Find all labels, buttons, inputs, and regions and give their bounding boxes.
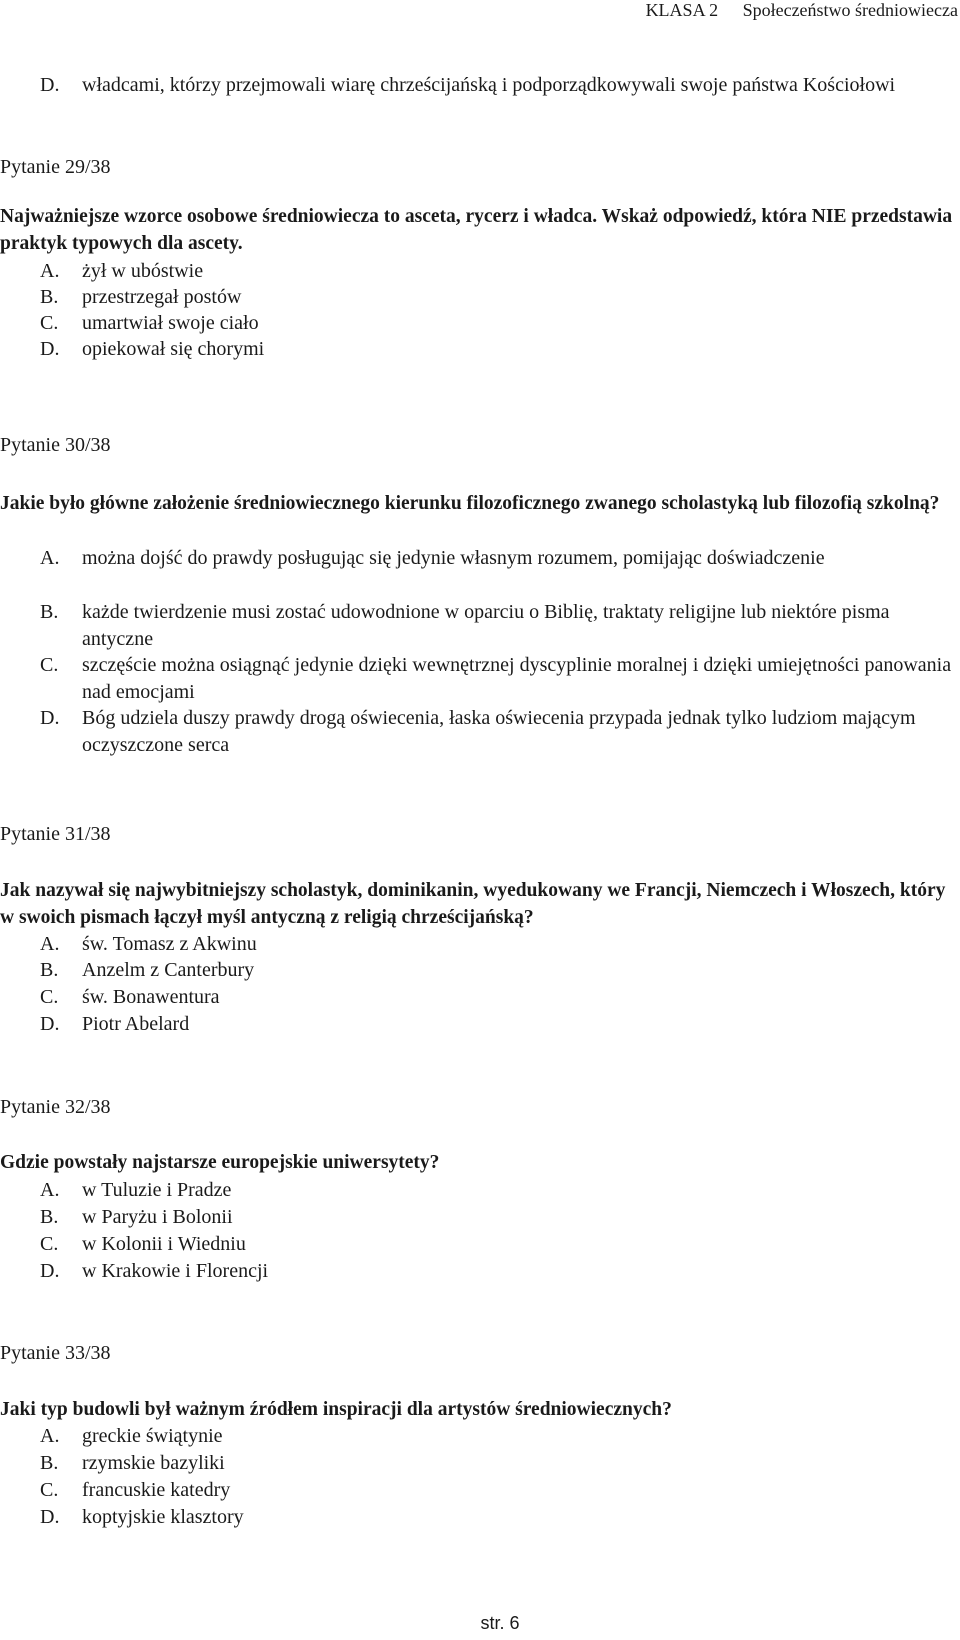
option-text: żył w ubóstwie (82, 260, 204, 282)
question-33-text: Jaki typ budowli był ważnym źródłem inspiracji dla artystów średniowiecznych? (0, 1399, 672, 1420)
option-text: można dojść do prawdy posługując się jedynie własnym rozumem, pomijając doświadczenie (82, 547, 825, 569)
option-text: greckie świątynie (82, 1425, 223, 1447)
question-30-text: Jakie było główne założenie średniowiecznego kierunku filozoficznego zwanego scholastyką lub filozofią szkolną? (0, 493, 940, 514)
question-31-option-b (40, 957, 254, 984)
question-29-text: Najważniejsze wzorce osobowe średniowiecza to asceta, rycerz i władca. Wskaż odpowiedź, która NIE przedstawia praktyk typowych dla ascety. (0, 206, 953, 254)
option-text: francuskie katedry (82, 1479, 231, 1501)
question-31-label: Pytanie 31/38 (0, 823, 111, 845)
question-33-option-b (40, 1450, 225, 1477)
page-number: str. 6 (480, 1613, 520, 1633)
option-letter: C. (40, 986, 59, 1008)
option-letter: B. (40, 1452, 59, 1474)
option-text: w Krakowie i Florencji (82, 1260, 269, 1282)
question-32-option-b (40, 1204, 233, 1231)
question-30-option-a (40, 545, 960, 572)
question-30-option-b (40, 599, 960, 653)
option-text: władcami, którzy przejmowali wiarę chrześcijańską i podporządkowywali swoje państwa Kościołowi (82, 74, 896, 96)
option-text: w Kolonii i Wiedniu (82, 1233, 246, 1255)
option-text: przestrzegał postów (82, 286, 242, 308)
option-letter: B. (40, 601, 59, 623)
question-29-option-c (40, 310, 259, 337)
option-text: umartwiał swoje ciało (82, 312, 259, 334)
option-letter: C. (40, 654, 59, 676)
option-text: rzymskie bazyliki (82, 1452, 225, 1474)
option-text: opiekował się chorymi (82, 338, 265, 360)
option-letter: D. (40, 1260, 60, 1282)
question-32-option-a (40, 1177, 231, 1204)
option-letter: A. (40, 547, 60, 569)
option-text: Piotr Abelard (82, 1013, 190, 1035)
question-31-text: Jak nazywał się najwybitniejszy scholastyk, dominikanin, wyedukowany we Francji, Niemczech i Włoszech, który w swoich pismach łączył myśl antyczną z religią chrześcijańską? (0, 880, 946, 928)
question-32-option-c (40, 1231, 246, 1258)
option-letter: C. (40, 1479, 59, 1501)
option-text: w Tuluzie i Pradze (82, 1179, 232, 1201)
question-32-label: Pytanie 32/38 (0, 1096, 111, 1118)
option-letter: D. (40, 74, 60, 96)
option-text: Anzelm z Canterbury (82, 959, 255, 981)
option-letter: C. (40, 1233, 59, 1255)
option-text: św. Bonawentura (82, 986, 220, 1008)
option-letter: A. (40, 933, 60, 955)
question-31-option-c (40, 984, 220, 1011)
option-text: Bóg udziela duszy prawdy drogą oświecenia, łaska oświecenia przypada jednak tylko ludziom mającym oczyszczone serca (82, 707, 916, 756)
option-letter: B. (40, 959, 59, 981)
option-text: koptyjskie klasztory (82, 1506, 244, 1528)
header-class: KLASA 2 (645, 0, 719, 20)
header-subject: Społeczeństwo średniowiecza (742, 0, 958, 20)
question-29-option-a (40, 258, 203, 285)
option-letter: B. (40, 286, 59, 308)
option-text: w Paryżu i Bolonii (82, 1206, 233, 1228)
question-29-option-b (40, 284, 241, 311)
question-31-option-a (40, 931, 257, 958)
option-text: szczęście można osiągnąć jedynie dzięki wewnętrznej dyscyplinie moralnej i dzięki umiejętności panowania nad emocjami (82, 654, 952, 703)
option-letter: A. (40, 260, 60, 282)
page-footer (0, 1613, 960, 1634)
option-text: św. Tomasz z Akwinu (82, 933, 257, 955)
option-letter: D. (40, 1506, 60, 1528)
option-letter: C. (40, 312, 59, 334)
option-letter: D. (40, 707, 60, 729)
question-33-option-a (40, 1423, 223, 1450)
option-letter: A. (40, 1179, 60, 1201)
question-33-label: Pytanie 33/38 (0, 1342, 111, 1364)
question-33-option-d (40, 1504, 244, 1531)
question-32-option-d (40, 1258, 268, 1285)
option-text: każde twierdzenie musi zostać udowodnione w oparciu o Biblię, traktaty religijne lub niektóre pisma antyczne (82, 601, 890, 650)
question-30-label: Pytanie 30/38 (0, 434, 111, 456)
question-33-option-c (40, 1477, 230, 1504)
option-letter: B. (40, 1206, 59, 1228)
question-30-option-c (40, 652, 960, 706)
page-header (646, 0, 958, 21)
q28-option-d (40, 72, 960, 99)
option-letter: A. (40, 1425, 60, 1447)
question-29-label: Pytanie 29/38 (0, 156, 111, 178)
option-letter: D. (40, 1013, 60, 1035)
question-30-option-d (40, 705, 960, 759)
option-letter: D. (40, 338, 60, 360)
question-31-option-d (40, 1011, 189, 1038)
question-32-text: Gdzie powstały najstarsze europejskie uniwersytety? (0, 1152, 440, 1173)
question-29-option-d (40, 336, 264, 363)
